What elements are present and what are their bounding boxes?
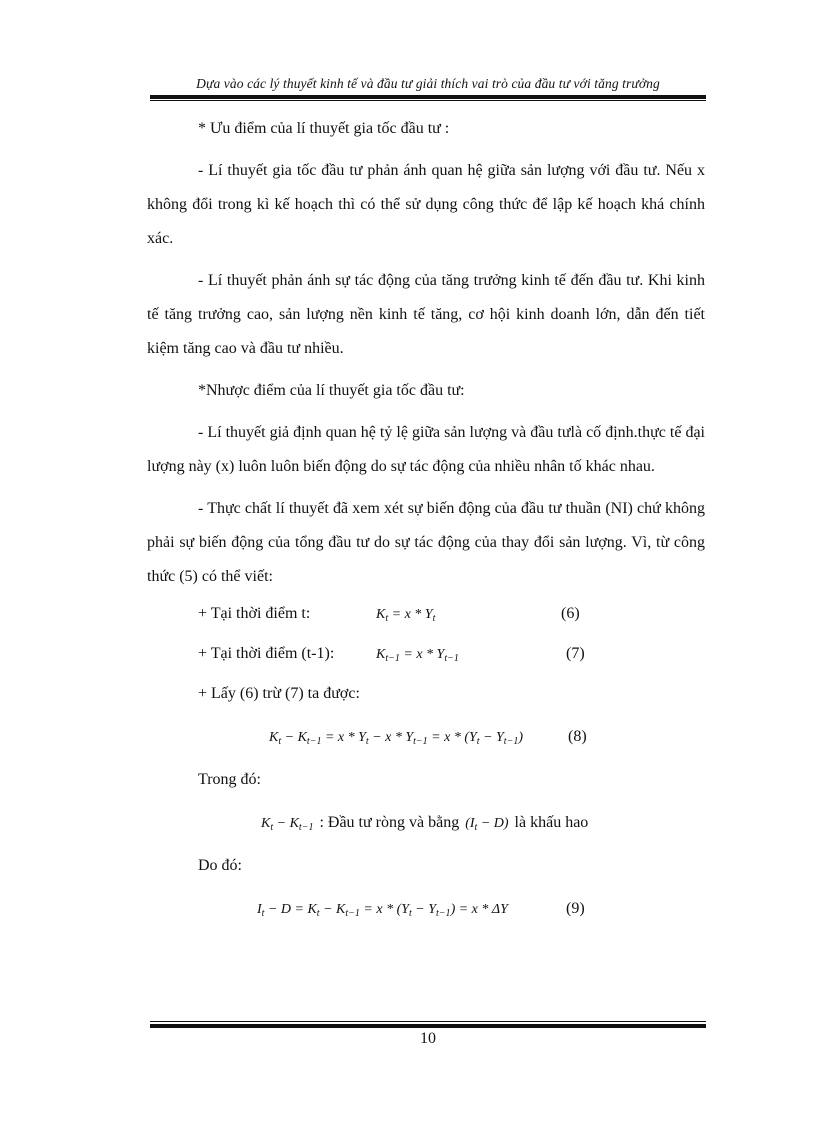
equation-7-number: (7) — [566, 645, 585, 662]
do-do-line — [147, 846, 705, 886]
depreciation-expr: $(I_t - D)$ — [465, 816, 509, 833]
depreciation-desc: là khấu hao — [514, 814, 589, 831]
time-t1-label: + Tại thời điểm (t-1): — [198, 645, 335, 662]
equation-9-number: (9) — [566, 900, 585, 917]
advantage-paragraph-1: - Lí thuyết gia tốc đầu tư phản ánh quan hệ giữa sản lượng với đầu tư. Nếu x không đổi trong kì kế hoạch thì có thể sử dụng công thức để lập kế hoạch khá chính xác. — [147, 162, 705, 247]
subtract-label: + Lấy (6) trừ (7) ta được: — [198, 685, 360, 702]
equation-8-line — [147, 714, 705, 760]
equation-9-line — [147, 886, 705, 932]
trong-do-line — [147, 760, 705, 800]
equation-7: $K_{t-1} = x * Y_{t-1}$ — [376, 647, 459, 664]
running-header: Dựa vào các lý thuyết kinh tế và đầu tư giải thích vai trò của đầu tư với tăng trưởng — [196, 76, 660, 91]
header-rule-thin — [150, 100, 706, 101]
equation-9: $I_t - D = K_t - K_{t-1} = x * (Y_t - Y_{t-1}) = x * \Delta Y$ — [257, 902, 508, 919]
disadvantage-paragraph-2: - Thực chất lí thuyết đã xem xét sự biến động của đầu tư thuần (NI) chứ không phải sự biến động của tổng đầu tư do sự tác động của thay đổi sản lượng. Vì, từ công thức (5) có thể viết: — [147, 500, 705, 585]
equation-7-line — [147, 634, 705, 674]
page-number: 10 — [420, 1030, 436, 1047]
equation-6-number: (6) — [561, 605, 580, 622]
equation-6: $K_t = x * Y_t$ — [376, 607, 436, 624]
subtract-line — [147, 674, 705, 714]
footer-rule-thin — [150, 1021, 706, 1022]
equation-8-number: (8) — [568, 728, 587, 745]
net-investment-desc: : Đầu tư ròng và bằng — [319, 814, 460, 831]
equation-8: $K_t - K_{t-1} = x * Y_t - x * Y_{t-1} = x * (Y_t - Y_{t-1})$ — [269, 730, 523, 747]
time-t-label: + Tại thời điểm t: — [198, 605, 311, 622]
advantage-paragraph-2: - Lí thuyết phản ánh sự tác động của tăng trưởng kinh tế đến đầu tư. Khi kinh tế tăng trưởng cao, sản lượng nền kinh tế tăng, cơ hội kinh doanh lớn, dẫn đến tiết kiệm tăng cao và đầu tư nhiều. — [147, 272, 705, 357]
footer-rule-thick — [150, 1024, 706, 1028]
equation-6-line — [147, 594, 705, 634]
disadvantages-heading: *Nhược điểm của lí thuyết gia tốc đầu tư: — [198, 382, 465, 399]
net-investment-expr: $K_t - K_{t-1}$ — [261, 816, 314, 833]
do-do-label: Do đó: — [198, 857, 242, 874]
header-rule-thick — [150, 95, 706, 99]
disadvantage-paragraph-1: - Lí thuyết giả định quan hệ tỷ lệ giữa sản lượng và đầu tưlà cố định.thực tế đại lượng này (x) luôn luôn biến động do sự tác động của nhiều nhân tố khác nhau. — [147, 424, 705, 475]
net-investment-line — [147, 800, 705, 846]
trong-do-label: Trong đó: — [198, 771, 261, 788]
page-body — [147, 112, 705, 932]
advantages-heading: * Ưu điểm của lí thuyết gia tốc đầu tư : — [198, 120, 450, 137]
